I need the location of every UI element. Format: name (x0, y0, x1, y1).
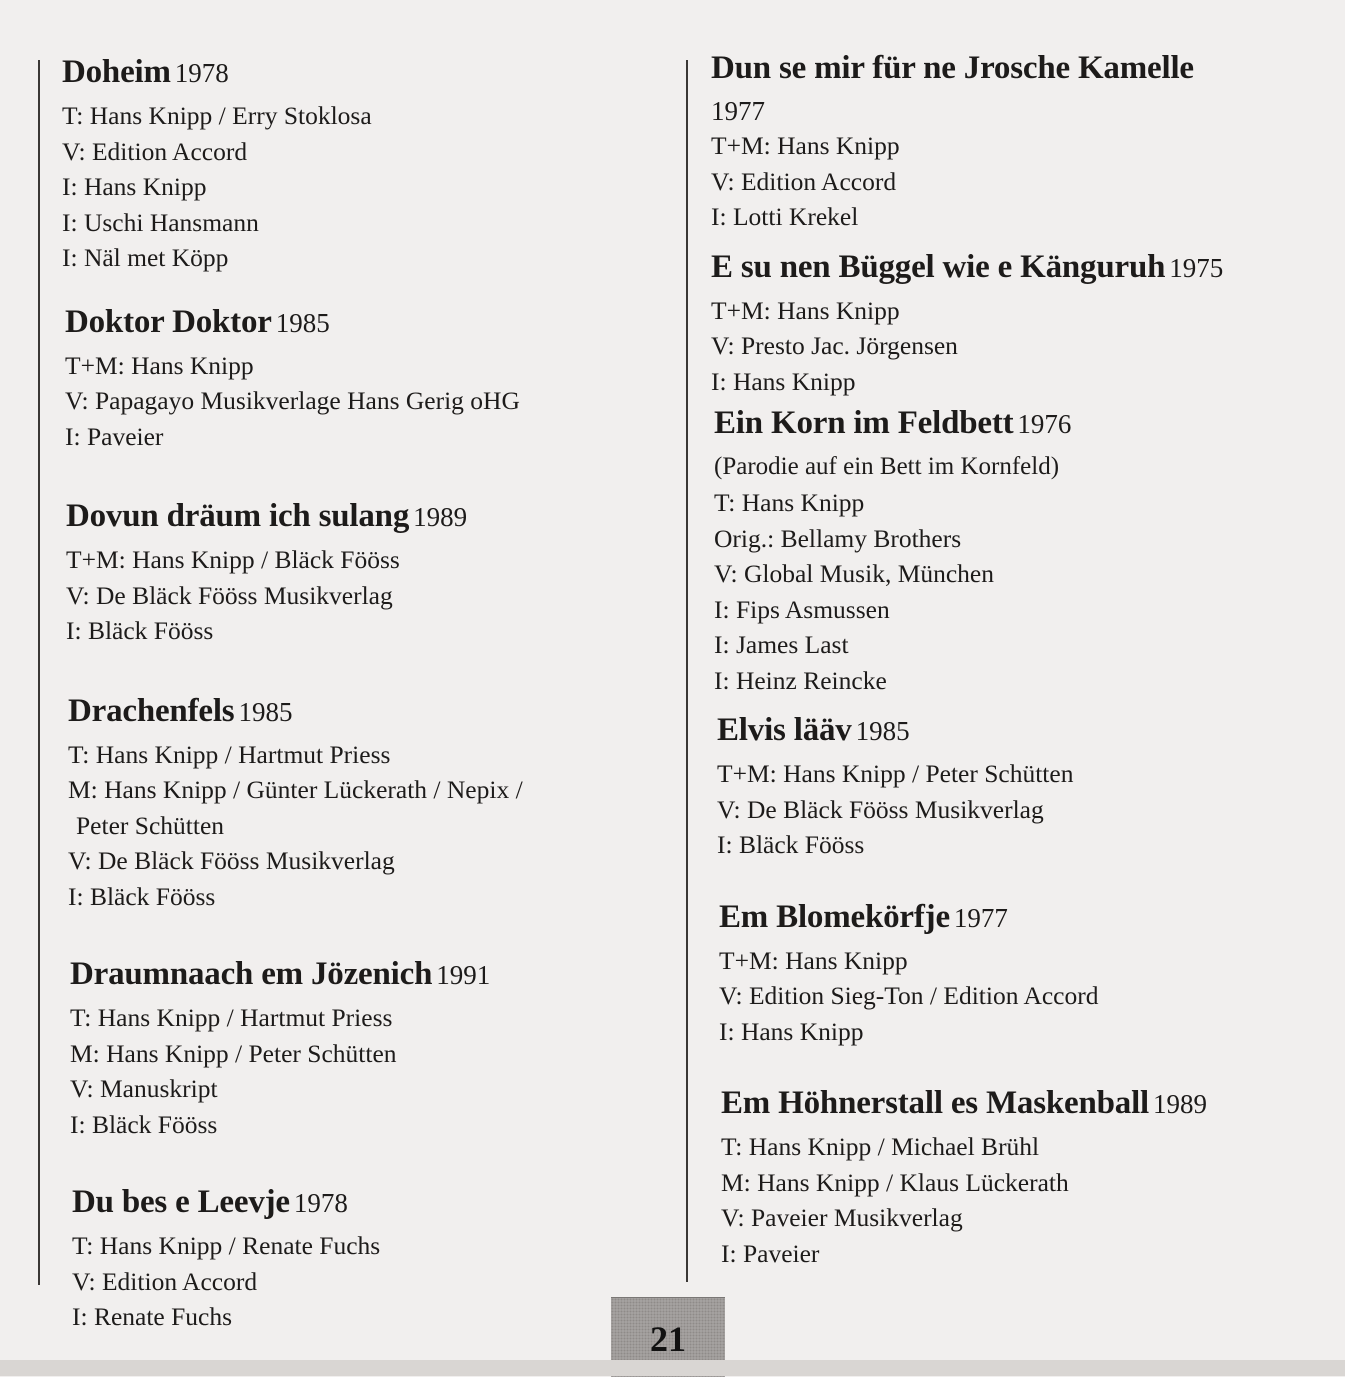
credit-line: T+M: Hans Knipp (711, 295, 900, 325)
credit-line: T: Hans Knipp / Erry Stoklosa (62, 101, 372, 130)
credit-line: V: De Bläck Fööss Musikverlag (66, 580, 393, 610)
credit-line: I: Hans Knipp (711, 366, 856, 396)
song-title: Dun se mir für ne Jrosche Kamelle (711, 50, 1194, 86)
song-year: 1977 (711, 96, 765, 126)
left-column (62, 52, 662, 1335)
credit-line: I: Hans Knipp (62, 172, 207, 201)
credit-line: I: Näl met Köpp (62, 243, 229, 272)
credit-line: V: De Bläck Fööss Musikverlag (68, 846, 395, 875)
song-entry (711, 1083, 1331, 1271)
song-title: Em Höhnerstall es Maskenball (721, 1085, 1150, 1121)
credit-line: M: Hans Knipp / Klaus Lückerath (721, 1167, 1069, 1197)
credit-line: V: Edition Accord (711, 166, 897, 196)
credit-line: T: Hans Knipp / Renate Fuchs (72, 1231, 381, 1260)
credit-line: T+M: Hans Knipp (65, 350, 254, 380)
credit-line: V: Paveier Musikverlag (721, 1203, 963, 1232)
song-year: 1989 (413, 502, 468, 532)
credit-line: T: Hans Knipp / Hartmut Priess (68, 739, 391, 769)
credit-line: T+M: Hans Knipp (719, 945, 908, 975)
credit-line: V: Global Musik, München (714, 559, 995, 588)
credit-line: I: Uschi Hansmann (62, 207, 259, 237)
credit-line: T: Hans Knipp / Hartmut Priess (70, 1003, 393, 1032)
right-column (711, 48, 1331, 1271)
page-number: 21 (650, 1319, 686, 1359)
song-entry (711, 897, 1331, 1050)
credit-line: I: Bläck Fööss (68, 881, 216, 911)
song-entry (62, 1182, 662, 1335)
song-entry (62, 691, 662, 915)
song-year: 1977 (953, 902, 1008, 933)
song-entry (62, 302, 662, 455)
credit-line: I: Renate Fuchs (72, 1302, 233, 1331)
credit-line: V: Edition Accord (72, 1266, 258, 1296)
song-entry (711, 247, 1331, 400)
song-entry (711, 48, 1331, 235)
credit-line: I: Bläck Fööss (66, 616, 214, 645)
song-entry (62, 496, 662, 649)
credit-line: I: Paveier (721, 1238, 820, 1268)
credit-line: Peter Schütten (76, 810, 225, 840)
credit-line: Orig.: Bellamy Brothers (714, 523, 962, 553)
credit-line: T+M: Hans Knipp / Bläck Fööss (66, 545, 400, 574)
song-year: 1985 (275, 307, 330, 338)
credit-line: I: Bläck Fööss (70, 1109, 218, 1139)
song-year: 1991 (436, 960, 491, 990)
song-title: Ein Korn im Feldbett (714, 405, 1014, 441)
credit-line: V: Presto Jac. Jörgensen (711, 331, 958, 360)
song-year: 1985 (238, 696, 293, 727)
song-title: Doktor Doktor (65, 303, 272, 340)
credit-line: T+M: Hans Knipp / Peter Schütten (717, 759, 1074, 788)
credit-line: I: Lotti Krekel (711, 202, 859, 231)
credit-line: T: Hans Knipp (714, 488, 865, 517)
song-entry (62, 52, 662, 276)
credit-line: T: Hans Knipp / Michael Brühl (721, 1132, 1040, 1161)
credit-line: I: Heinz Reincke (714, 665, 887, 695)
song-title: Elvis lääv (717, 712, 852, 748)
credit-line: V: Manuskript (70, 1074, 218, 1103)
credit-line: V: Edition Sieg-Ton / Edition Accord (719, 981, 1099, 1010)
credit-line: I: Hans Knipp (719, 1016, 864, 1046)
song-title: Dovun dräum ich sulang (66, 498, 410, 534)
song-year: 1989 (1153, 1089, 1208, 1119)
column-divider-rule (686, 60, 688, 1282)
song-year: 1976 (1017, 409, 1072, 439)
song-title: Du bes e Leevje (72, 1184, 290, 1220)
song-year: 1985 (855, 716, 910, 746)
song-year: 1978 (293, 1188, 348, 1218)
credit-line: I: James Last (714, 630, 849, 659)
song-entry (62, 954, 662, 1142)
song-entry (711, 710, 1331, 863)
bottom-edge-strip (0, 1360, 1345, 1376)
credit-line: I: Paveier (65, 421, 164, 451)
credit-line: I: Fips Asmussen (714, 594, 890, 624)
credit-line: M: Hans Knipp / Günter Lückerath / Nepix / (68, 775, 523, 804)
song-title: Em Blomekörfje (719, 898, 950, 935)
song-title: Doheim (62, 54, 171, 90)
song-year: 1978 (174, 58, 229, 88)
song-entry (711, 403, 1331, 698)
credit-line: V: De Bläck Fööss Musikverlag (717, 794, 1044, 824)
song-subtitle: (Parodie auf ein Bett im Kornfeld) (714, 453, 1060, 480)
credit-line: V: Edition Accord (62, 136, 248, 166)
credit-line: I: Bläck Fööss (717, 830, 865, 859)
credit-line: T+M: Hans Knipp (711, 131, 900, 160)
left-margin-rule (38, 60, 40, 1285)
credit-line: V: Papagayo Musikverlage Hans Gerig oHG (65, 386, 520, 415)
credit-line: M: Hans Knipp / Peter Schütten (70, 1038, 397, 1068)
song-title: Drachenfels (68, 692, 235, 729)
song-title: E su nen Büggel wie e Känguruh (711, 248, 1166, 285)
song-title: Draumnaach em Jözenich (70, 956, 433, 992)
song-year: 1975 (1169, 252, 1224, 283)
